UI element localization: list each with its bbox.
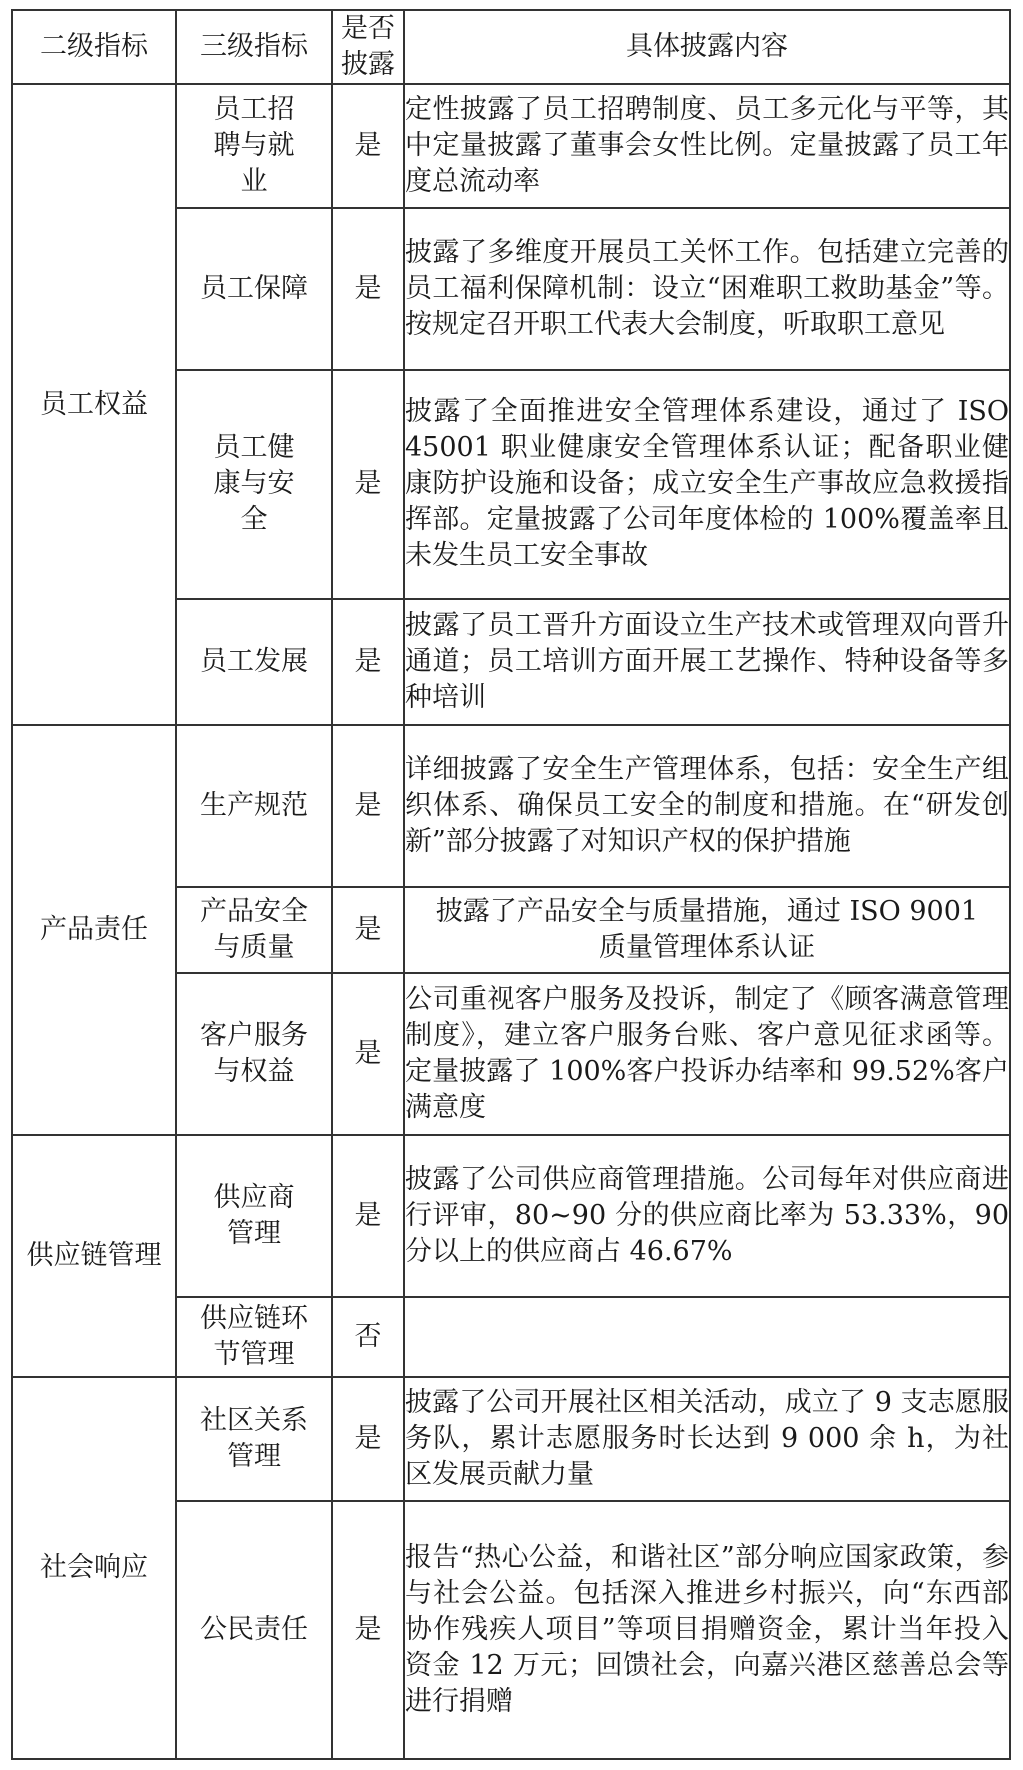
disclosed-flag: 是 <box>332 84 404 208</box>
level3-indicator: 员工健康与安全 <box>176 370 332 600</box>
header-level2: 二级指标 <box>12 10 176 84</box>
disclosure-details: 详细披露了安全生产管理体系，包括：安全生产组织体系、确保员工安全的制度和措施。在“研发创新”部分披露了对知识产权的保护措施 <box>404 725 1010 887</box>
disclosure-details: 披露了公司开展社区相关活动，成立了 9 支志愿服务队，累计志愿服务时长达到 9 000 余 h，为社区发展贡献力量 <box>404 1377 1010 1501</box>
disclosure-details: 披露了多维度开展员工关怀工作。包括建立完善的员工福利保障机制：设立“困难职工救助基金”等。按规定召开职工代表大会制度，听取职工意见 <box>404 208 1010 370</box>
disclosed-flag: 是 <box>332 1501 404 1759</box>
header-disclosed: 是否披露 <box>332 10 404 84</box>
header-details: 具体披露内容 <box>404 10 1010 84</box>
level2-employee-rights: 员工权益 <box>12 84 176 725</box>
disclosure-details: 公司重视客户服务及投诉，制定了《顾客满意管理制度》，建立客户服务台账、客户意见征求函等。定量披露了 100%客户投诉办结率和 99.52%客户满意度 <box>404 973 1010 1135</box>
level3-indicator: 供应商管理 <box>176 1135 332 1297</box>
table-row <box>12 84 1010 208</box>
table-row <box>12 1135 1010 1297</box>
level3-indicator: 产品安全与质量 <box>176 887 332 973</box>
disclosure-details <box>404 1297 1010 1377</box>
level2-product-responsibility: 产品责任 <box>12 725 176 1134</box>
level3-indicator: 员工发展 <box>176 599 332 725</box>
header-level3: 三级指标 <box>176 10 332 84</box>
disclosed-flag: 是 <box>332 1377 404 1501</box>
disclosed-flag: 是 <box>332 1135 404 1297</box>
disclosure-details: 披露了产品安全与质量措施，通过 ISO 9001 质量管理体系认证 <box>404 887 1010 973</box>
disclosure-table <box>11 9 1011 1760</box>
disclosed-flag: 是 <box>332 370 404 600</box>
level3-indicator: 公民责任 <box>176 1501 332 1759</box>
disclosure-details: 报告“热心公益，和谐社区”部分响应国家政策，参与社会公益。包括深入推进乡村振兴，向“东西部协作残疾人项目”等项目捐赠资金，累计当年投入资金 12 万元；回馈社会，向嘉兴港区慈善总会等进行捐赠 <box>404 1501 1010 1759</box>
level3-indicator: 员工保障 <box>176 208 332 370</box>
level3-indicator: 供应链环节管理 <box>176 1297 332 1377</box>
level3-indicator: 社区关系管理 <box>176 1377 332 1501</box>
level3-indicator: 客户服务与权益 <box>176 973 332 1135</box>
table-row <box>12 1377 1010 1501</box>
disclosure-details: 披露了全面推进安全管理体系建设，通过了 ISO 45001 职业健康安全管理体系认证；配备职业健康防护设施和设备；成立安全生产事故应急救援指挥部。定量披露了公司年度体检的 100%覆盖率且未发生员工安全事故 <box>404 370 1010 600</box>
disclosure-details: 披露了公司供应商管理措施。公司每年对供应商进行评审，80~90 分的供应商比率为 53.33%，90 分以上的供应商占 46.67% <box>404 1135 1010 1297</box>
level2-social-response: 社会响应 <box>12 1377 176 1759</box>
disclosure-details: 定性披露了员工招聘制度、员工多元化与平等，其中定量披露了董事会女性比例。定量披露了员工年度总流动率 <box>404 84 1010 208</box>
level3-indicator: 生产规范 <box>176 725 332 887</box>
disclosed-flag: 是 <box>332 599 404 725</box>
table-row <box>12 725 1010 887</box>
disclosed-flag: 否 <box>332 1297 404 1377</box>
level2-supply-chain: 供应链管理 <box>12 1135 176 1377</box>
header-row <box>12 10 1010 84</box>
disclosed-flag: 是 <box>332 725 404 887</box>
disclosed-flag: 是 <box>332 887 404 973</box>
disclosed-flag: 是 <box>332 208 404 370</box>
disclosed-flag: 是 <box>332 973 404 1135</box>
level3-indicator: 员工招聘与就业 <box>176 84 332 208</box>
disclosure-details: 披露了员工晋升方面设立生产技术或管理双向晋升通道；员工培训方面开展工艺操作、特种设备等多种培训 <box>404 599 1010 725</box>
